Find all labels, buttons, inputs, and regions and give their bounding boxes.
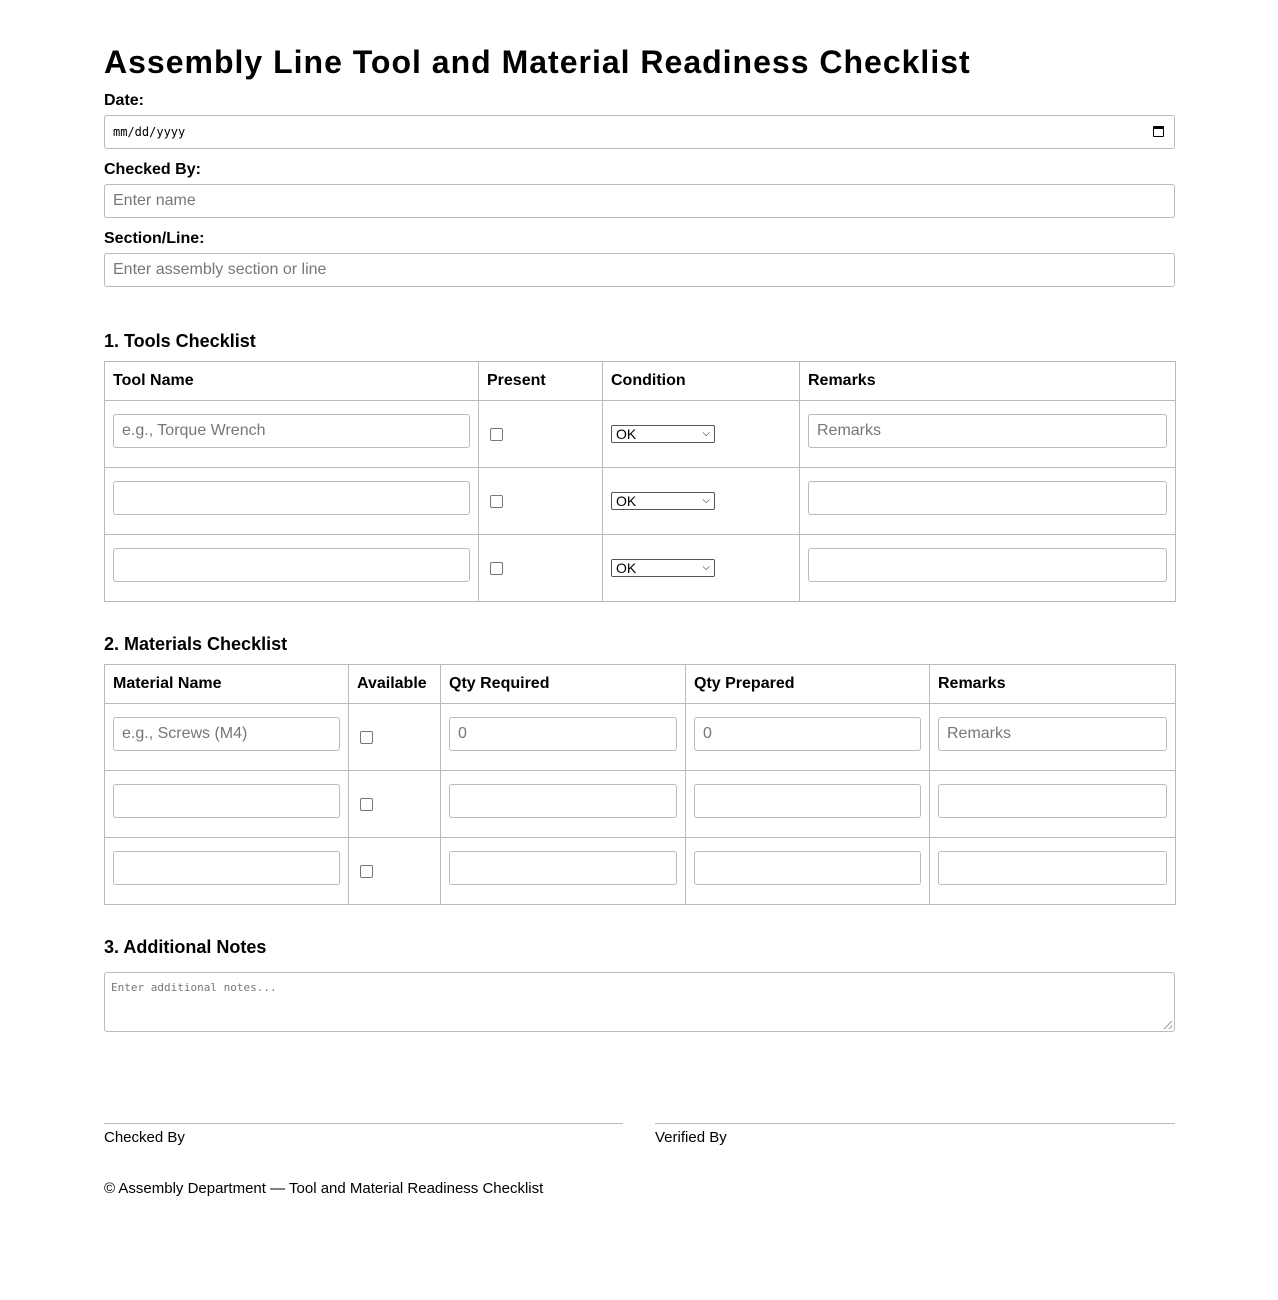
chevron-down-icon: ⌵: [702, 495, 710, 506]
table-row: [105, 401, 1176, 468]
qty-prepared-input[interactable]: [694, 851, 921, 885]
notes-textarea[interactable]: [104, 972, 1175, 1032]
present-checkbox[interactable]: [490, 428, 503, 441]
tool-name-input[interactable]: [113, 481, 470, 515]
table-row: [105, 771, 1176, 838]
materials-table: [104, 664, 1176, 905]
present-checkbox[interactable]: [490, 495, 503, 508]
column-header: Condition: [603, 362, 800, 401]
table-row: [105, 535, 1176, 602]
checked-by-input[interactable]: Enter name: [104, 184, 1175, 218]
table-header: [105, 362, 1176, 401]
column-header: Tool Name: [105, 362, 479, 401]
chevron-down-icon: ⌵: [702, 562, 710, 573]
remarks-input[interactable]: [808, 481, 1167, 515]
tool-name-input[interactable]: e.g., Torque Wrench: [113, 414, 470, 448]
notes-placeholder: Enter additional notes...: [111, 981, 277, 994]
column-header: Qty Required: [441, 665, 686, 704]
condition-select[interactable]: [611, 492, 715, 510]
remarks-input[interactable]: Remarks: [808, 414, 1167, 448]
condition-value: OK: [616, 560, 637, 576]
column-header: Material Name: [105, 665, 349, 704]
available-checkbox[interactable]: [360, 865, 373, 878]
present-checkbox[interactable]: [490, 562, 503, 575]
remarks-input[interactable]: Remarks: [938, 717, 1167, 751]
qty-prepared-input[interactable]: 0: [694, 717, 921, 751]
remarks-input[interactable]: [808, 548, 1167, 582]
section-line-label: Section/Line:: [104, 230, 205, 247]
column-header: Remarks: [800, 362, 1176, 401]
tool-name-input[interactable]: [113, 548, 470, 582]
table-header: [105, 665, 1176, 704]
condition-value: OK: [616, 493, 637, 509]
date-placeholder: mm/dd/yyyy: [113, 125, 186, 139]
column-header: Present: [479, 362, 603, 401]
condition-value: OK: [616, 426, 637, 442]
qty-required-input[interactable]: [449, 851, 677, 885]
date-input[interactable]: [104, 115, 1175, 149]
verified-by-signature: Verified By: [655, 1123, 1175, 1146]
column-header: Remarks: [930, 665, 1176, 704]
notes-heading: 3. Additional Notes: [104, 937, 267, 957]
remarks-input[interactable]: [938, 784, 1167, 818]
page-title: Assembly Line Tool and Material Readiness Checklist: [104, 44, 971, 80]
checklist-form: [104, 0, 1175, 1197]
tools-heading: 1. Tools Checklist: [104, 331, 256, 351]
table-row: [105, 838, 1176, 905]
resize-handle-icon[interactable]: [1164, 1021, 1172, 1029]
table-row: [105, 468, 1176, 535]
tools-table: [104, 361, 1176, 602]
footer-text: © Assembly Department — Tool and Material Readiness Checklist: [104, 1180, 544, 1197]
chevron-down-icon: ⌵: [702, 428, 710, 439]
calendar-icon[interactable]: [1153, 126, 1164, 137]
material-name-input[interactable]: e.g., Screws (M4): [113, 717, 340, 751]
materials-heading: 2. Materials Checklist: [104, 634, 288, 654]
qty-required-input[interactable]: [449, 784, 677, 818]
available-checkbox[interactable]: [360, 798, 373, 811]
table-row: [105, 704, 1176, 771]
condition-select[interactable]: [611, 559, 715, 577]
column-header: Available: [349, 665, 441, 704]
checked-by-signature: Checked By: [104, 1123, 623, 1146]
date-label: Date:: [104, 92, 145, 109]
qty-prepared-input[interactable]: [694, 784, 921, 818]
condition-select[interactable]: [611, 425, 715, 443]
section-line-input[interactable]: Enter assembly section or line: [104, 253, 1175, 287]
remarks-input[interactable]: [938, 851, 1167, 885]
material-name-input[interactable]: [113, 851, 340, 885]
checked-by-label: Checked By:: [104, 161, 201, 178]
qty-required-input[interactable]: 0: [449, 717, 677, 751]
available-checkbox[interactable]: [360, 731, 373, 744]
column-header: Qty Prepared: [686, 665, 930, 704]
material-name-input[interactable]: [113, 784, 340, 818]
